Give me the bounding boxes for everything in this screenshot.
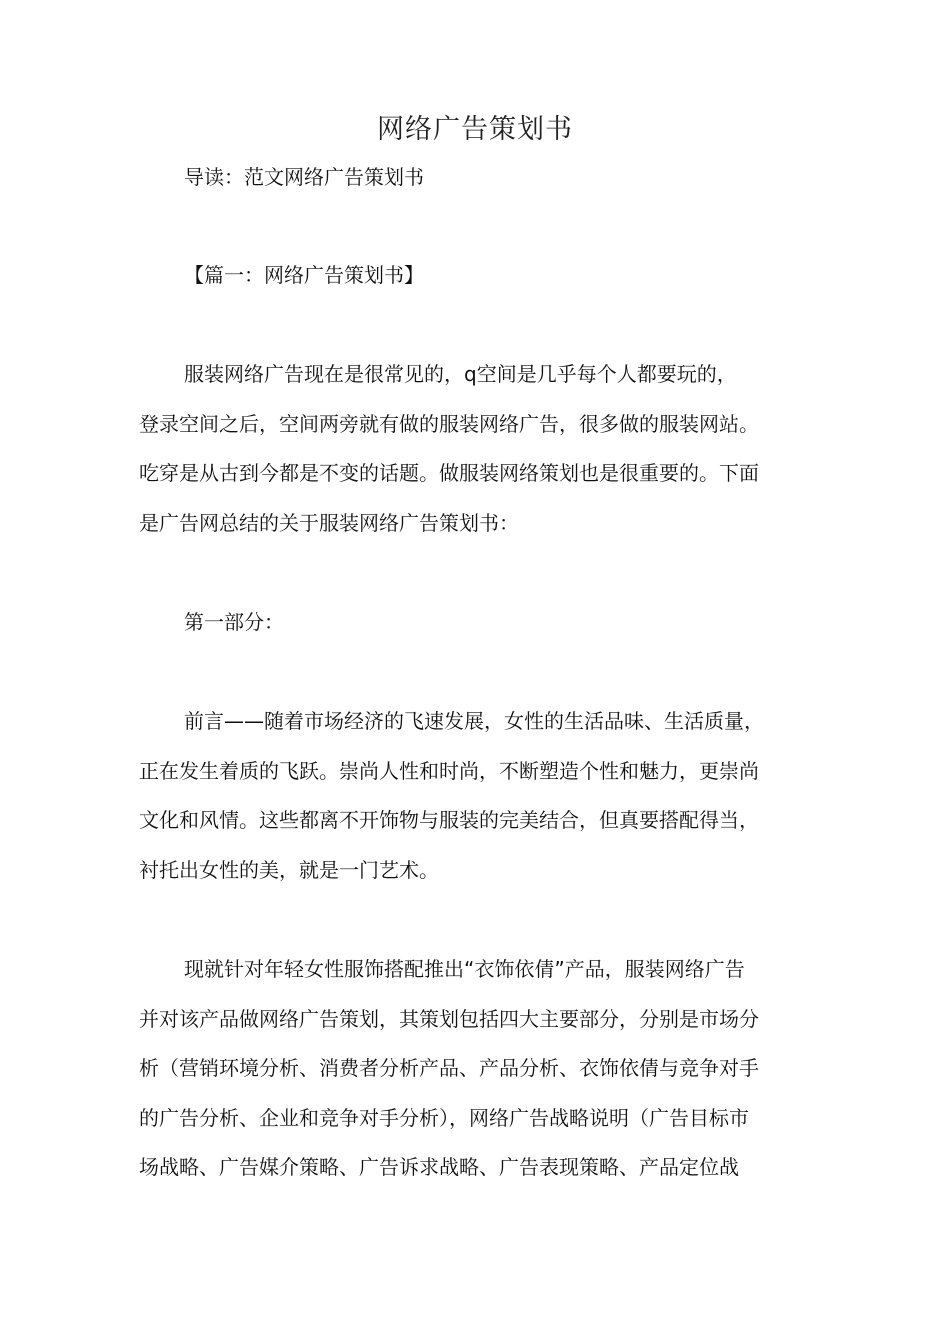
paragraph-line: 服装网络广告现在是很常见的，q空间是几乎每个人都要玩的， [184, 362, 737, 386]
paragraph-line: 并对该产品做网络广告策划，其策划包括四大主要部分，分别是市场分 [139, 1007, 759, 1031]
paragraph-line: 是广告网总结的关于服装网络广告策划书： [139, 511, 519, 535]
paragraph-line: 吃穿是从古到今都是不变的话题。做服装网络策划也是很重要的。下面 [139, 461, 759, 485]
paragraph-line: 衬托出女性的美，就是一门艺术。 [139, 858, 439, 882]
paragraph-line: 场战略、广告媒介策略、广告诉求战略、广告表现策略、产品定位战 [139, 1155, 739, 1179]
document-title: 网络广告策划书 [377, 114, 573, 145]
paragraph-line: 文化和风情。这些都离不开饰物与服装的完美结合，但真要搭配得当， [139, 808, 759, 832]
paragraph-line: 的广告分析、企业和竞争对手分析），网络广告战略说明（广告目标市 [139, 1106, 749, 1130]
guide-line: 导读：范文网络广告策划书 [184, 165, 424, 189]
paragraph-line: 现就针对年轻女性服饰搭配推出“衣饰依倩”产品，服装网络广告 [184, 957, 745, 981]
section-heading: 【篇一：网络广告策划书】 [184, 263, 424, 287]
paragraph-line: 析（营销环境分析、消费者分析产品、产品分析、衣饰依倩与竞争对手 [139, 1056, 759, 1080]
paragraph-line: 第一部分： [184, 610, 284, 634]
paragraph-line: 前言——随着市场经济的飞速发展，女性的生活品味、生活质量， [184, 709, 764, 733]
paragraph-line: 登录空间之后，空间两旁就有做的服装网络广告，很多做的服装网站。 [139, 412, 759, 436]
paragraph-line: 正在发生着质的飞跃。崇尚人性和时尚，不断塑造个性和魅力，更崇尚 [139, 759, 759, 783]
